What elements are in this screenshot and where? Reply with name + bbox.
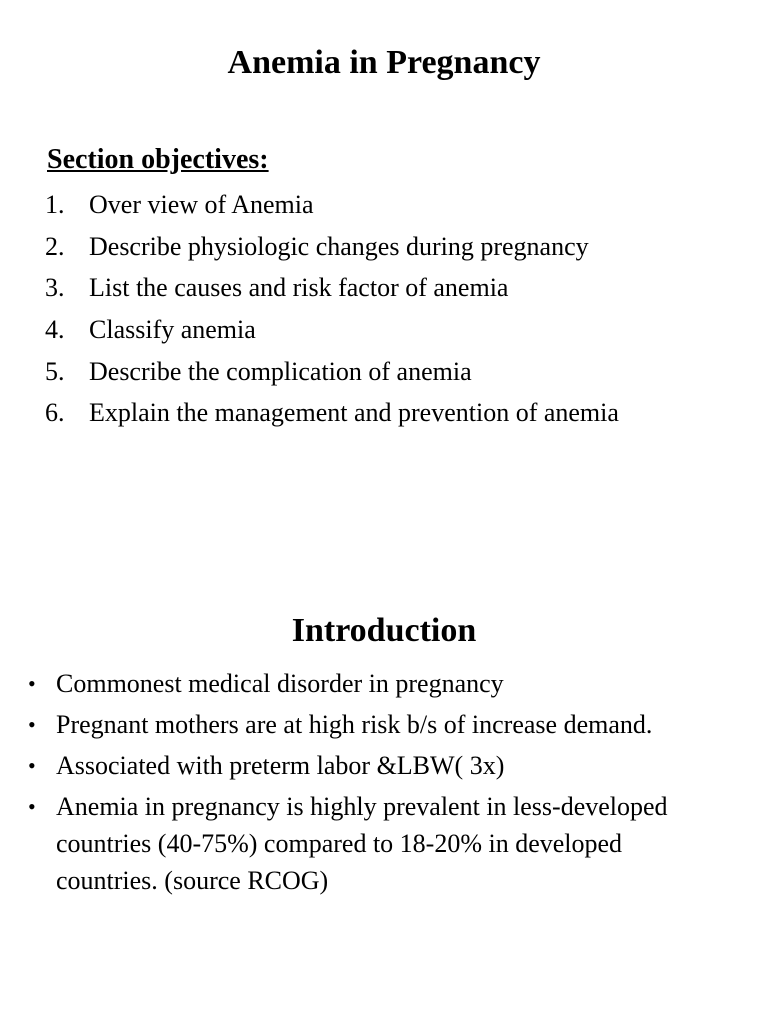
intro-bullet-text: Commonest medical disorder in pregnancy bbox=[56, 669, 504, 698]
intro-bullet-item bbox=[0, 665, 768, 702]
objective-number: 5. bbox=[45, 356, 65, 386]
introduction-title: Introduction bbox=[291, 612, 477, 649]
bullet-icon: • bbox=[28, 794, 36, 819]
objective-number: 4. bbox=[45, 315, 65, 345]
bullet-icon: • bbox=[28, 712, 36, 737]
objective-text: Classify anemia bbox=[89, 315, 256, 345]
objective-number: 3. bbox=[45, 273, 65, 303]
objective-number: 1. bbox=[45, 190, 65, 219]
bullet-icon: • bbox=[28, 671, 36, 696]
objective-text: Describe the complication of anemia bbox=[89, 356, 472, 386]
objective-text: List the causes and risk factor of anemia bbox=[89, 273, 509, 303]
intro-bullet-text: Pregnant mothers are at high risk b/s of increase demand. bbox=[56, 710, 653, 739]
objective-text: Over view of Anemia bbox=[89, 190, 314, 219]
intro-bullet-item bbox=[0, 788, 768, 899]
intro-bullet-item bbox=[0, 706, 768, 743]
bullet-icon: • bbox=[28, 753, 36, 778]
intro-bullet-text: Associated with preterm labor &LBW( 3x) bbox=[56, 751, 505, 780]
introduction-list bbox=[0, 665, 768, 903]
page-title: Anemia in Pregnancy bbox=[227, 44, 541, 81]
objective-text: Describe physiologic changes during pregnancy bbox=[89, 231, 589, 261]
intro-bullet-text: Anemia in pregnancy is highly prevalent in less-developed countries (40-75%) compared to 18-20% in developed countries. (source RCOG) bbox=[56, 792, 668, 895]
objective-text: Explain the management and prevention of anemia bbox=[89, 398, 619, 428]
objective-number: 6. bbox=[45, 398, 65, 428]
objective-number: 2. bbox=[45, 231, 65, 261]
intro-bullet-item bbox=[0, 747, 768, 784]
section-objectives-heading: Section objectives: bbox=[47, 144, 269, 175]
